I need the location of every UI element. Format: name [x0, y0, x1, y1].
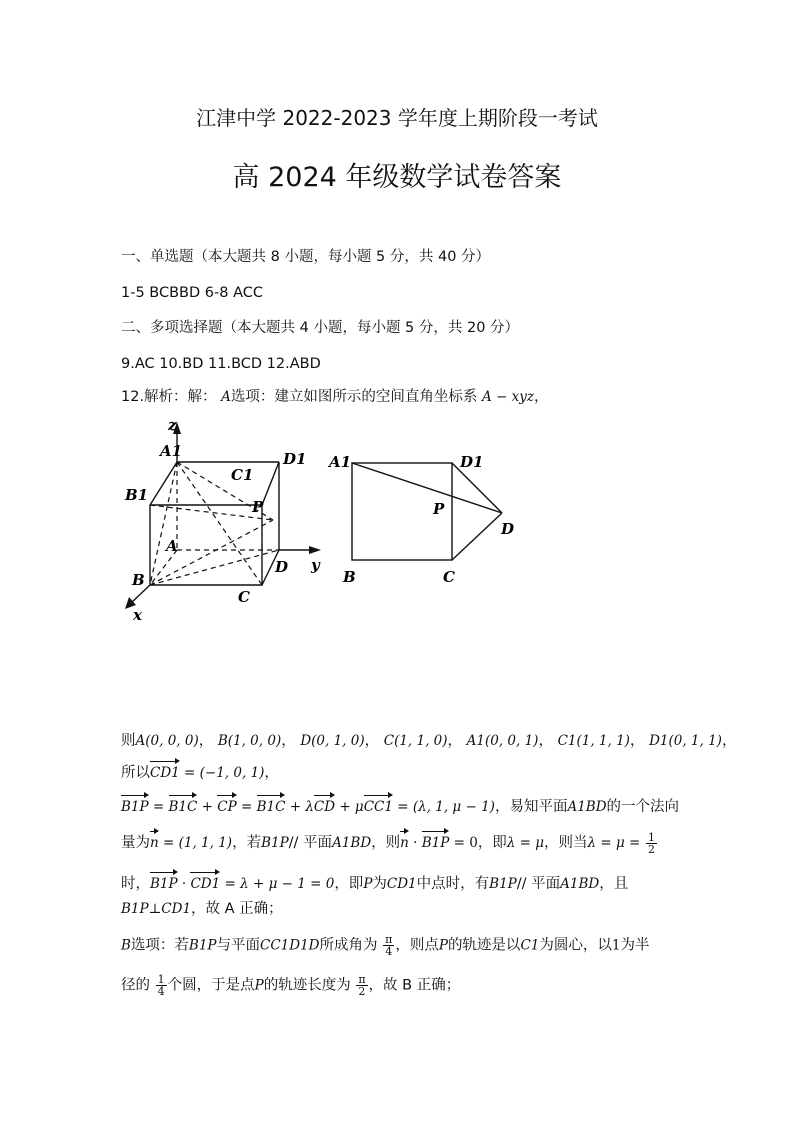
- edge-c1-d1: [262, 462, 279, 505]
- label-d: D: [501, 520, 515, 538]
- analysis-intro: [121, 387, 549, 407]
- label-c1: C1: [231, 466, 254, 484]
- label-d1: D1: [460, 453, 484, 471]
- midpoint-line: 时，B1P · CD1 = λ + μ − 1 = 0，即P为CD1中点时，有B1P// 平面A1BD，且: [121, 871, 628, 894]
- answer-sheet-title: 高 2024 年级数学试卷答案: [232, 162, 562, 193]
- label-a: A: [166, 537, 178, 555]
- multi-choice-answers: 9.AC 10.BD 11.BCD 12.ABD: [121, 356, 321, 372]
- fraction-pi-over-4: $\frac{\pi}{4}$: [385, 933, 393, 958]
- label-b1: B1: [125, 486, 149, 504]
- exam-title: 江津中学 2022-2023 学年度上期阶段一考试: [196, 106, 598, 130]
- dashed-b-d: [150, 550, 279, 585]
- label-b: B: [343, 568, 356, 586]
- label-d: D: [275, 558, 289, 576]
- coord-system: A − xyz: [482, 389, 535, 405]
- analysis-end: ，: [534, 389, 549, 405]
- fraction-one-quarter: $\frac{1}{4}$: [157, 973, 165, 998]
- label-x: x: [133, 606, 142, 624]
- label-c: C: [443, 568, 455, 586]
- label-a1: A1: [160, 442, 183, 460]
- option-a-label: A: [221, 389, 231, 405]
- single-choice-answers: 1-5 BCBBD 6-8 ACC: [121, 285, 263, 301]
- vector-cd1-line: 所以CD1 = (−1, 0, 1)，: [121, 760, 279, 783]
- coord-d1: D1(0, 1, 1): [649, 733, 722, 749]
- analysis-prefix: 12.解析：解：: [121, 389, 217, 405]
- label-p: P: [433, 500, 445, 518]
- section-multi-choice-heading: 二、多项选择题（本大题共 4 小题，每小题 5 分，共 20 分）: [121, 320, 520, 336]
- label-p: P: [252, 498, 264, 516]
- coord-c1: C1(1, 1, 1): [557, 733, 630, 749]
- label-a1: A1: [329, 453, 352, 471]
- label-y: y: [311, 556, 320, 574]
- edge-c-d: [452, 513, 502, 560]
- hidden-edge-a-b: [150, 550, 177, 585]
- face-unfold-figure: [325, 445, 535, 595]
- option-b-line-2: 径的 $\frac{1}{4}$ 个圆，于是点P的轨迹长度为 $\frac{\pi}{2}$ ，故 B 正确；: [121, 973, 461, 998]
- label-b: B: [132, 571, 145, 589]
- coord-a: A(0, 0, 0): [135, 733, 199, 749]
- coordinates-line: 则A(0, 0, 0)， B(1, 0, 0)， D(0, 1, 0)， C(1, 1, 0)， A1(0, 0, 1)， C1(1, 1, 1)， D1(0, 1, 1)，: [121, 733, 737, 749]
- y-arrow: [309, 546, 321, 554]
- coord-d: D(0, 1, 0): [300, 733, 365, 749]
- fraction-one-half: $\frac{1}{2}$: [647, 830, 655, 856]
- fraction-pi-over-2: $\frac{\pi}{2}$: [358, 973, 366, 998]
- vector-b1p-equation: B1P = B1C + CP = B1C + λCD + μCC1 = (λ, 1, μ − 1)，易知平面A1BD的一个法向: [121, 794, 679, 817]
- option-b-line-1: B选项：若B1P与平面CC1D1D所成角为 $\frac{\pi}{4}$ ，则点P的轨迹是以C1为圆心，以1为半: [121, 933, 650, 958]
- label-c: C: [238, 588, 250, 606]
- coord-c: C(1, 1, 0): [383, 733, 448, 749]
- conclusion-a-line: B1P⊥CD1，故 A 正确；: [121, 901, 283, 917]
- analysis-mid: 选项：建立如图所示的空间直角坐标系: [230, 389, 478, 405]
- label-z: z: [168, 416, 177, 434]
- vector-cd1: CD1: [150, 760, 180, 783]
- label-d1: D1: [283, 450, 307, 468]
- cube-figure: [115, 410, 335, 625]
- normal-vector-line: 量为n = (1, 1, 1)，若B1P// 平面A1BD，则n · B1P = 0，即λ = μ，则当λ = μ = $\frac{1}{2}$: [121, 830, 655, 856]
- coord-a1: A1(0, 0, 1): [466, 733, 539, 749]
- edge-b1-a1: [150, 462, 177, 505]
- section-single-choice-heading: 一、单选题（本大题共 8 小题，每小题 5 分，共 40 分）: [121, 249, 491, 265]
- coord-b: B(1, 0, 0): [217, 733, 282, 749]
